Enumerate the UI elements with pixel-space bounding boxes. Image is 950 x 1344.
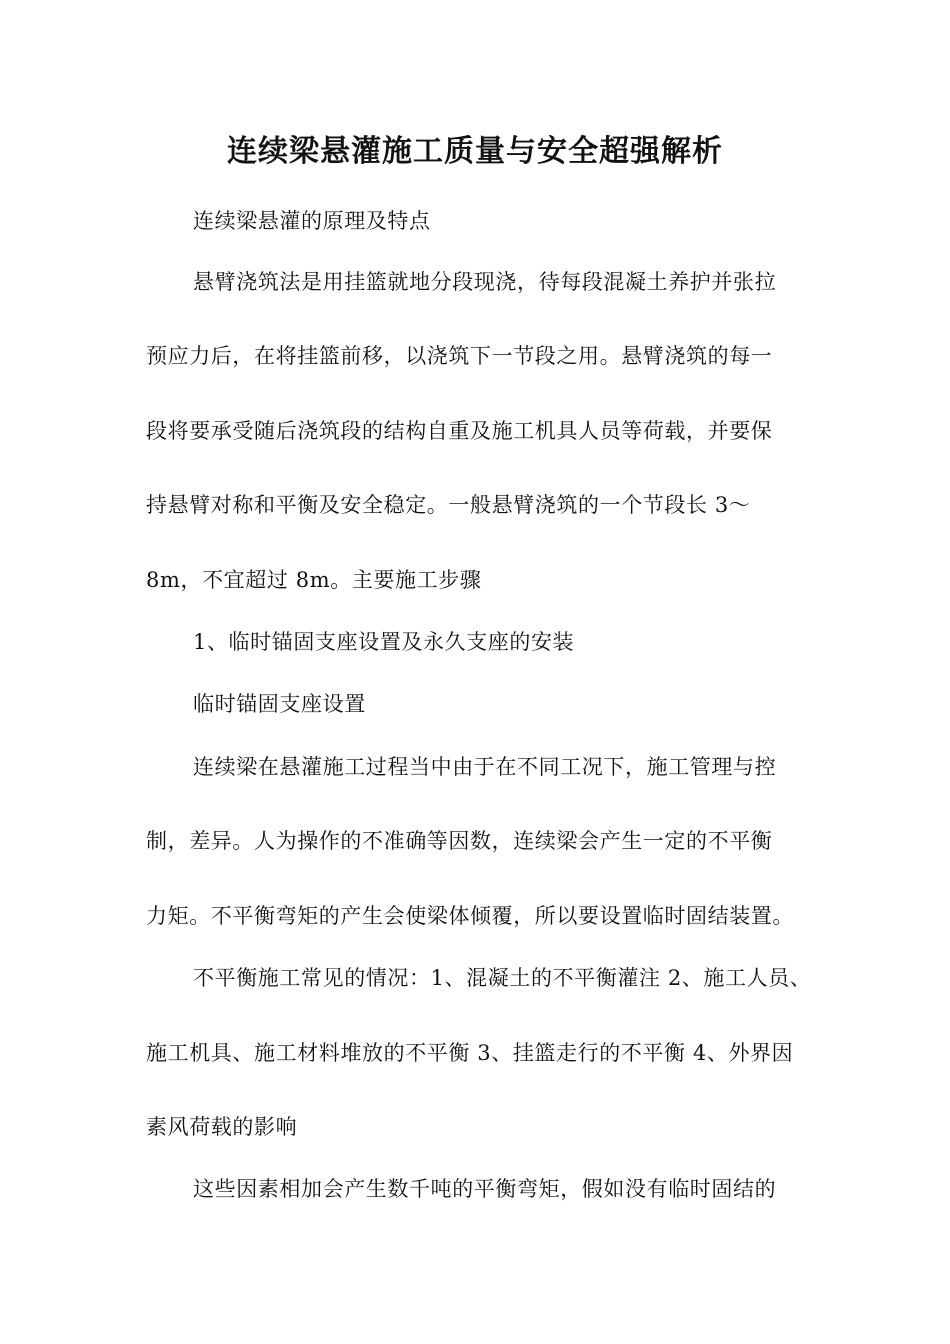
paragraph-line: 持悬臂对称和平衡及安全稳定。一般悬臂浇筑的一个节段长 3～: [146, 493, 751, 517]
paragraph-line: 素风荷载的影响: [146, 1115, 298, 1139]
paragraph-line: 8m，不宜超过 8m。主要施工步骤: [146, 568, 482, 592]
paragraph-line: 不平衡施工常见的情况：1、混凝土的不平衡灌注 2、施工人员、: [193, 966, 812, 990]
paragraph-line: 段将要承受随后浇筑段的结构自重及施工机具人员等荷载，并要保: [146, 419, 773, 443]
paragraph-line: 这些因素相加会产生数千吨的平衡弯矩，假如没有临时固结的: [193, 1177, 777, 1201]
section-heading: 临时锚固支座设置: [193, 692, 366, 716]
paragraph-line: 施工机具、施工材料堆放的不平衡 3、挂篮走行的不平衡 4、外界因: [146, 1041, 794, 1065]
section-heading: 连续梁悬灌的原理及特点: [193, 209, 431, 233]
paragraph-line: 连续梁在悬灌施工过程当中由于在不同工况下，施工管理与控: [193, 755, 777, 779]
paragraph-line: 悬臂浇筑法是用挂篮就地分段现浇，待每段混凝土养护并张拉: [193, 270, 777, 294]
paragraph-line: 预应力后，在将挂篮前移，以浇筑下一节段之用。悬臂浇筑的每一: [146, 344, 773, 368]
paragraph-line: 力矩。不平衡弯矩的产生会使梁体倾覆，所以要设置临时固结装置。: [146, 904, 794, 928]
section-heading: 1、临时锚固支座设置及永久支座的安装: [193, 630, 575, 654]
paragraph-line: 制，差异。人为操作的不准确等因数，连续梁会产生一定的不平衡: [146, 829, 773, 853]
document-title: 连续梁悬灌施工质量与安全超强解析: [227, 134, 723, 169]
